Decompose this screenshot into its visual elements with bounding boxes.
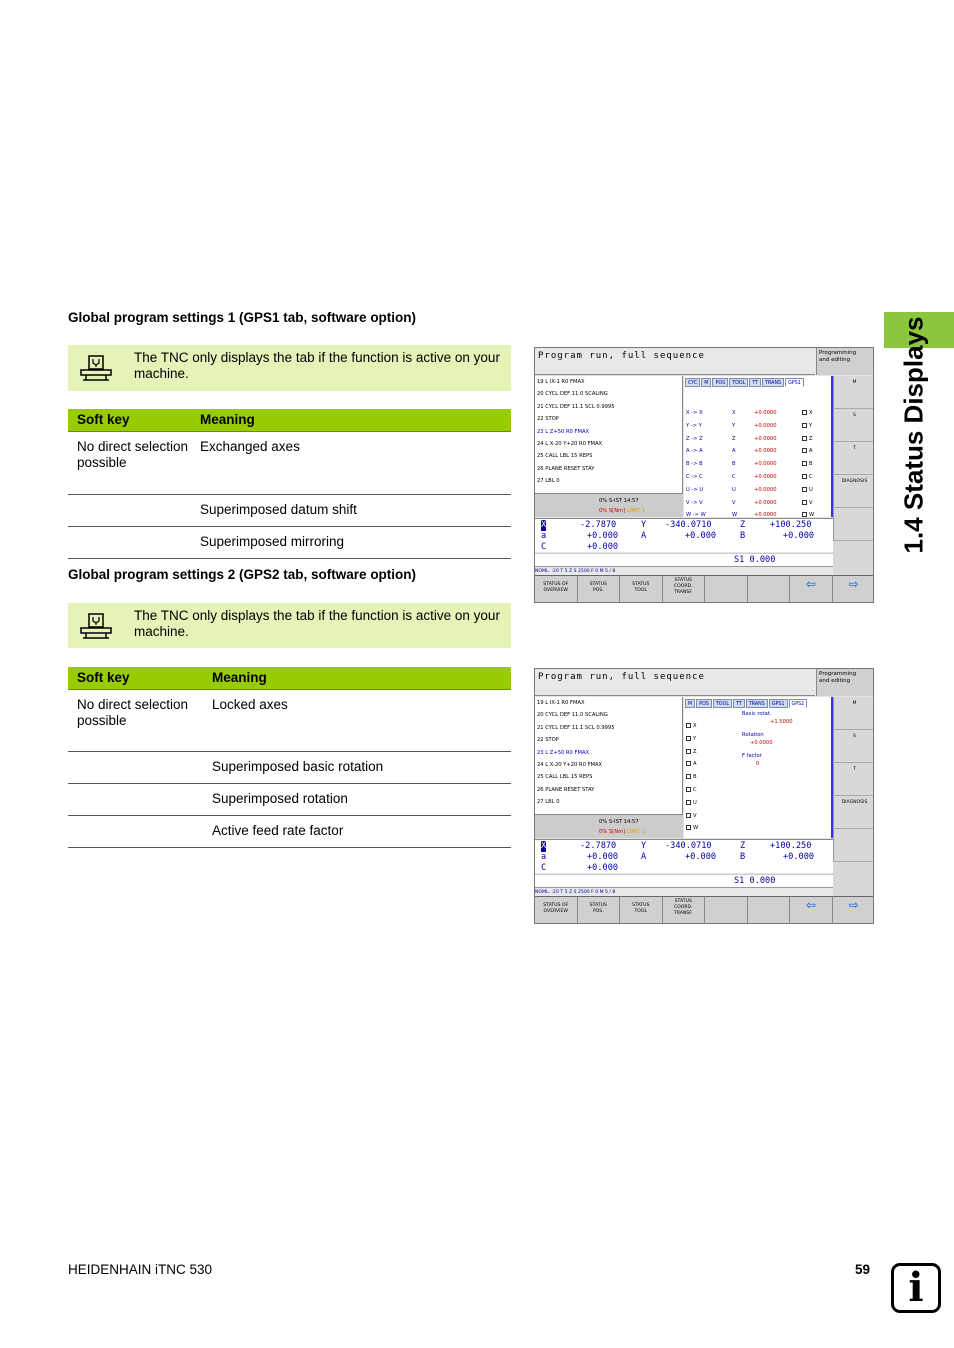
basic-rotation-label: Basic rotat.	[742, 711, 772, 717]
table-header	[68, 409, 511, 431]
basic-rotation-value: +1.5000	[770, 719, 793, 725]
mirror-checkbox: V	[802, 500, 813, 506]
lock-axis-checkbox: X	[686, 723, 697, 729]
tab-tool[interactable]: TOOL	[729, 378, 748, 387]
gps1-screenshot	[534, 347, 874, 603]
softkey-cell: No direct selection possible	[68, 431, 191, 494]
header-meaning: Meaning	[191, 409, 511, 431]
program-line-current: 23 L Z+50 R0 FMAX	[537, 749, 590, 756]
softkey-cell	[68, 494, 191, 526]
page-number: 59	[855, 1262, 871, 1277]
softkey-cell	[68, 815, 203, 847]
table-row	[68, 526, 511, 558]
softkey-status-overview[interactable]: STATUS OF OVERVIEW	[535, 576, 578, 603]
tab-tool[interactable]: TOOL	[713, 699, 732, 708]
softkey-status-coord-transf[interactable]: STATUS COORD. TRANSF.	[663, 897, 706, 924]
tab-bar	[685, 378, 804, 387]
mirror-checkbox: X	[802, 410, 813, 416]
exchanged-axis: W -> W	[686, 512, 706, 519]
side-softkey-empty[interactable]	[833, 508, 874, 541]
spindle-status: 0% S-IST 14:57 0% S[Nm] LIMIT 1	[535, 493, 683, 517]
spindle-status: 0% S-IST 14:57 0% S[Nm] LIMIT 1	[535, 814, 683, 838]
program-line-current: 23 L Z+50 R0 FMAX	[537, 428, 590, 435]
rotation-value: +0.0000	[750, 740, 773, 746]
position-display: X -2.7870 Y -340.0710 Z +100.250 a +0.000 A +0.000 B +0.000 C +0.000	[535, 839, 833, 873]
mirror-checkbox: W	[802, 512, 814, 518]
exchanged-axis: U -> U	[686, 486, 704, 493]
spindle-display: S1 0.000 NOML. :20 T 5 Z S 2500 F 0 M 5 / 8	[535, 874, 833, 896]
program-listing	[535, 376, 683, 493]
program-line: 26 PLANE RESET STAY	[537, 786, 595, 793]
section2-table	[68, 667, 511, 848]
softkey-cell	[68, 751, 203, 783]
page-forward-icon[interactable]: ⇨	[848, 898, 859, 912]
mirror-checkbox: A	[802, 448, 813, 454]
footer-product: HEIDENHAIN iTNC 530	[68, 1262, 213, 1277]
softkey-status-tool[interactable]: STATUS TOOL	[620, 897, 663, 924]
program-line: 25 CALL LBL 15 REPS	[537, 774, 593, 781]
meaning-cell: Locked axes	[203, 689, 511, 751]
datum-shift-value: +0.0000	[754, 499, 777, 506]
table-row	[68, 815, 511, 847]
status-tabs-panel	[684, 376, 831, 517]
table-row	[68, 689, 511, 751]
mode-label: Programming and editing	[816, 669, 874, 696]
tab-trans[interactable]: TRANS	[762, 378, 784, 387]
program-listing	[535, 697, 683, 814]
softkey-empty[interactable]	[705, 897, 748, 924]
lock-axis-checkbox: Y	[686, 736, 696, 742]
program-line: 25 CALL LBL 15 REPS	[537, 453, 593, 460]
mirror-checkbox: Y	[802, 423, 812, 429]
tab-pos[interactable]: POS	[696, 699, 712, 708]
exchanged-axis: Z -> Z	[686, 435, 703, 442]
section2-title: Global program settings 2 (GPS2 tab, software option)	[68, 567, 417, 582]
spindle-display: S1 0.000 NOML. :20 T 5 Z S 2500 F 0 M 5 / 8	[535, 553, 833, 575]
meaning-cell: Active feed rate factor	[203, 815, 511, 847]
side-softkey-t[interactable]: T	[833, 442, 874, 475]
tab-gps1[interactable]: GPS1	[785, 378, 804, 387]
chapter-title: 1.4 Status Displays	[898, 316, 929, 554]
exchanged-axis: X -> X	[686, 410, 703, 416]
table-row	[68, 494, 511, 526]
softkey-status-pos[interactable]: STATUS POS.	[578, 576, 621, 603]
table-row	[68, 751, 511, 783]
exchanged-axis: A -> A	[686, 448, 703, 455]
datum-shift-value: +0.0000	[754, 448, 777, 455]
tab-bar	[685, 699, 807, 708]
exchanged-axis: V -> V	[686, 499, 703, 506]
page-forward-icon[interactable]: ⇨	[848, 577, 859, 591]
side-softkey-m[interactable]: M	[833, 376, 874, 409]
datum-axis: V	[732, 499, 736, 506]
softkey-row	[535, 575, 874, 603]
program-line: 26 PLANE RESET STAY	[537, 465, 595, 472]
softkey-status-tool[interactable]: STATUS TOOL	[620, 576, 663, 603]
softkey-cell	[68, 526, 191, 558]
tab-cyc[interactable]: CYC	[685, 378, 700, 387]
program-line: 20 CYCL DEF 11.0 SCALING	[537, 712, 608, 719]
section2-note-text: The TNC only displays the tab if the function is active on your machine.	[134, 608, 500, 639]
program-line: 20 CYCL DEF 11.0 SCALING	[537, 391, 608, 398]
machine-note-icon	[80, 613, 112, 639]
datum-shift-value: +0.0000	[754, 410, 777, 416]
tab-trans[interactable]: TRANS	[746, 699, 768, 708]
exchanged-axis: C -> C	[686, 474, 703, 480]
datum-shift-value: +0.0000	[754, 512, 777, 519]
section1-note	[68, 345, 511, 391]
program-line: 24 L X-20 Y+20 R0 FMAX	[537, 761, 603, 768]
side-softkey-diagnosis[interactable]: DIAGNOSIS	[833, 475, 874, 508]
program-line: 19 L IX-1 R0 FMAX	[537, 700, 585, 706]
table-header	[68, 667, 511, 689]
tab-pos[interactable]: POS	[712, 378, 728, 387]
side-softkeys	[833, 697, 874, 896]
datum-axis: Z	[732, 435, 736, 442]
program-line: 27 LBL 0	[537, 478, 560, 485]
info-icon: i	[891, 1263, 941, 1313]
datum-axis: C	[732, 474, 736, 480]
table-row	[68, 431, 511, 494]
meaning-cell: Superimposed basic rotation	[203, 751, 511, 783]
gps2-screenshot	[534, 668, 874, 924]
datum-shift-value: +0.0000	[754, 422, 777, 429]
section2-note	[68, 603, 511, 648]
program-line: 24 L X-20 Y+20 R0 FMAX	[537, 440, 603, 447]
section1-note-text: The TNC only displays the tab if the function is active on your machine.	[134, 350, 500, 381]
mirror-checkbox: C	[802, 474, 813, 480]
softkey-empty[interactable]	[705, 576, 748, 603]
side-softkey-empty[interactable]	[833, 829, 874, 862]
softkey-cell: No direct selection possible	[68, 689, 203, 751]
rotation-label: Rotation	[742, 732, 764, 738]
mirror-checkbox: U	[802, 487, 813, 493]
meaning-cell: Superimposed mirroring	[191, 526, 511, 558]
tab-tt[interactable]: TT	[749, 378, 761, 387]
datum-axis: Y	[732, 422, 736, 429]
header-softkey: Soft key	[68, 409, 191, 431]
meaning-cell: Exchanged axes	[191, 431, 511, 494]
softkey-row	[535, 896, 874, 924]
datum-shift-value: +0.0000	[754, 461, 777, 468]
mirror-checkbox: Z	[802, 436, 813, 442]
lock-axis-checkbox: U	[686, 800, 697, 806]
section1-table	[68, 409, 511, 559]
section1-title: Global program settings 1 (GPS1 tab, software option)	[68, 310, 417, 325]
meaning-cell: Superimposed datum shift	[191, 494, 511, 526]
info-bar: NOML. :20 T 5 Z S 2500 F 0 M 5 / 8	[535, 887, 833, 897]
screen-title: Program run, full sequence	[535, 669, 815, 696]
meaning-cell: Superimposed rotation	[203, 783, 511, 815]
program-line: 19 L IX-1 R0 FMAX	[537, 379, 585, 385]
softkey-status-overview[interactable]: STATUS OF OVERVIEW	[535, 897, 578, 924]
tab-tt[interactable]: TT	[733, 699, 745, 708]
mode-label: Programming and editing	[816, 348, 874, 375]
side-softkey-t[interactable]: T	[833, 763, 874, 796]
program-line: 22 STOP	[537, 416, 559, 423]
side-softkey-s[interactable]: S	[833, 409, 874, 442]
datum-axis: A	[732, 448, 736, 455]
datum-shift-value: +0.0000	[754, 474, 777, 480]
softkey-empty[interactable]	[748, 897, 791, 924]
table-row	[68, 783, 511, 815]
tab-m[interactable]: M	[701, 378, 711, 387]
softkey-status-coord-transf[interactable]: STATUS COORD. TRANSF.	[663, 576, 706, 603]
side-softkeys	[833, 376, 874, 575]
info-bar: NOML. :20 T 5 Z S 2500 F 0 M 5 / 8	[535, 566, 833, 576]
side-softkey-diagnosis[interactable]: DIAGNOSIS	[833, 796, 874, 829]
exchanged-axis: Y -> Y	[686, 422, 702, 429]
page-back-icon[interactable]: ⇦	[790, 897, 833, 924]
header-meaning: Meaning	[203, 667, 511, 689]
tab-gps2[interactable]: GPS2	[789, 699, 808, 708]
program-line: 21 CYCL DEF 11.1 SCL 0.9995	[537, 724, 615, 731]
feed-factor-value: 0	[756, 761, 760, 767]
header-softkey: Soft key	[68, 667, 203, 689]
softkey-status-pos[interactable]: STATUS POS.	[578, 897, 621, 924]
datum-axis: W	[732, 512, 738, 519]
side-softkey-s[interactable]: S	[833, 730, 874, 763]
mirror-checkbox: B	[802, 461, 813, 467]
softkey-cell	[68, 783, 203, 815]
datum-axis: X	[732, 410, 736, 416]
tab-gps1[interactable]: GPS1	[769, 699, 788, 708]
program-line: 22 STOP	[537, 737, 559, 744]
exchanged-axis: B -> B	[686, 461, 703, 468]
softkey-empty[interactable]	[748, 576, 791, 603]
status-tabs-panel	[684, 697, 831, 838]
tab-m[interactable]: M	[685, 699, 695, 708]
lock-axis-checkbox: B	[686, 774, 697, 780]
lock-axis-checkbox: C	[686, 787, 697, 793]
feed-factor-label: F factor	[742, 753, 762, 759]
program-line: 21 CYCL DEF 11.1 SCL 0.9995	[537, 403, 615, 410]
lock-axis-checkbox: V	[686, 813, 697, 819]
program-line: 27 LBL 0	[537, 799, 560, 806]
position-display: X -2.7870 Y -340.0710 Z +100.250 a +0.000 A +0.000 B +0.000 C +0.000	[535, 518, 833, 552]
side-softkey-m[interactable]: M	[833, 697, 874, 730]
machine-note-icon	[80, 355, 112, 381]
lock-axis-checkbox: W	[686, 825, 698, 831]
datum-shift-value: +0.0000	[754, 486, 777, 493]
datum-axis: U	[732, 486, 736, 493]
datum-shift-value: +0.0000	[754, 435, 777, 442]
lock-axis-checkbox: Z	[686, 749, 697, 755]
datum-axis: B	[732, 461, 736, 468]
page-back-icon[interactable]: ⇦	[790, 576, 833, 603]
screen-title: Program run, full sequence	[535, 348, 815, 375]
lock-axis-checkbox: A	[686, 761, 697, 767]
